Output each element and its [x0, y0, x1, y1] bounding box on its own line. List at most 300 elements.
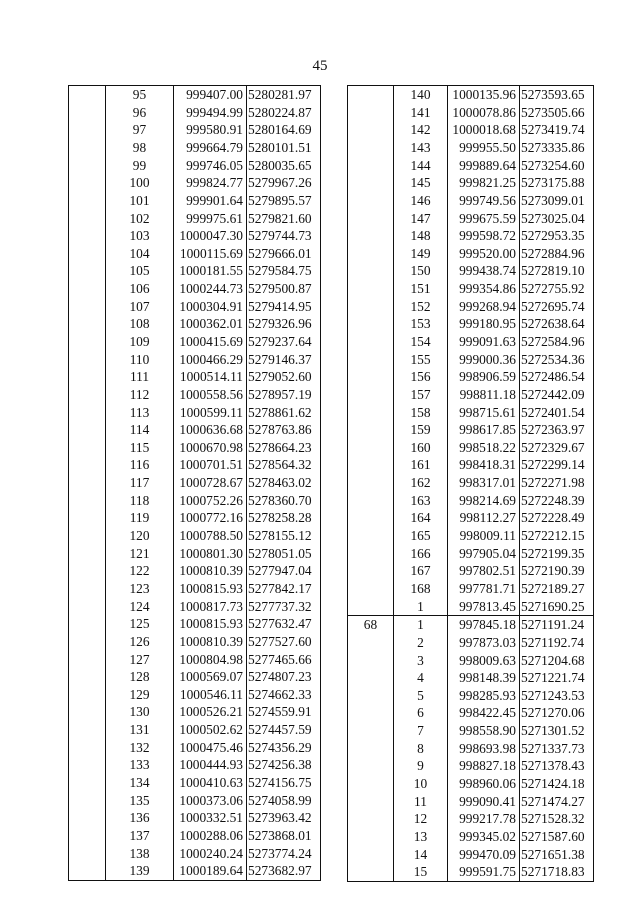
y-coordinate-cell: 5279967.26 — [247, 174, 321, 192]
x-coordinate-cell: 999494.99 — [174, 104, 247, 122]
x-coordinate-cell: 999091.63 — [448, 333, 520, 351]
group-cell — [348, 368, 394, 386]
group-cell — [348, 386, 394, 404]
point-number-cell: 149 — [394, 245, 448, 263]
point-number-cell: 105 — [106, 262, 174, 280]
x-coordinate-cell: 1000444.93 — [174, 756, 247, 774]
table-row — [69, 792, 321, 810]
point-number-cell: 141 — [394, 104, 448, 122]
group-cell — [69, 509, 106, 527]
table-row — [69, 104, 321, 122]
y-coordinate-cell: 5278360.70 — [247, 492, 321, 510]
point-number-cell: 120 — [106, 527, 174, 545]
table-row — [69, 315, 321, 333]
point-number-cell: 165 — [394, 527, 448, 545]
y-coordinate-cell: 5273682.97 — [247, 862, 321, 880]
group-cell — [69, 703, 106, 721]
point-number-cell: 1 — [394, 616, 448, 634]
y-coordinate-cell: 5271191.24 — [520, 616, 594, 634]
table-row — [69, 509, 321, 527]
x-coordinate-cell: 998811.18 — [448, 386, 520, 404]
point-number-cell: 2 — [394, 634, 448, 652]
table-row — [348, 793, 594, 811]
group-cell — [69, 862, 106, 880]
y-coordinate-cell: 5277527.60 — [247, 633, 321, 651]
group-cell — [348, 793, 394, 811]
y-coordinate-cell: 5278051.05 — [247, 545, 321, 563]
table-row — [69, 845, 321, 863]
y-coordinate-cell: 5272212.15 — [520, 527, 594, 545]
y-coordinate-cell: 5273254.60 — [520, 157, 594, 175]
point-number-cell: 97 — [106, 121, 174, 139]
y-coordinate-cell: 5272584.96 — [520, 333, 594, 351]
y-coordinate-cell: 5271528.32 — [520, 810, 594, 828]
table-row — [348, 810, 594, 828]
y-coordinate-cell: 5272299.14 — [520, 456, 594, 474]
y-coordinate-cell: 5272329.67 — [520, 439, 594, 457]
y-coordinate-cell: 5272695.74 — [520, 298, 594, 316]
x-coordinate-cell: 1000558.56 — [174, 386, 247, 404]
y-coordinate-cell: 5278861.62 — [247, 404, 321, 422]
x-coordinate-cell: 997813.45 — [448, 598, 520, 616]
x-coordinate-cell: 999889.64 — [448, 157, 520, 175]
table-row — [348, 616, 594, 634]
x-coordinate-cell: 998418.31 — [448, 456, 520, 474]
group-cell — [69, 192, 106, 210]
table-row — [348, 280, 594, 298]
point-number-cell: 98 — [106, 139, 174, 157]
y-coordinate-cell: 5272199.35 — [520, 545, 594, 563]
x-coordinate-cell: 1000772.16 — [174, 509, 247, 527]
table-row — [69, 739, 321, 757]
x-coordinate-cell: 998827.18 — [448, 757, 520, 775]
point-number-cell: 154 — [394, 333, 448, 351]
point-number-cell: 147 — [394, 209, 448, 227]
y-coordinate-cell: 5277632.47 — [247, 615, 321, 633]
y-coordinate-cell: 5278664.23 — [247, 439, 321, 457]
x-coordinate-cell: 1000815.93 — [174, 615, 247, 633]
y-coordinate-cell: 5271204.68 — [520, 652, 594, 670]
y-coordinate-cell: 5272271.98 — [520, 474, 594, 492]
table-row — [348, 492, 594, 510]
table-row — [69, 192, 321, 210]
x-coordinate-cell: 1000018.68 — [448, 121, 520, 139]
y-coordinate-cell: 5271243.53 — [520, 687, 594, 705]
table-row — [348, 509, 594, 527]
point-number-cell: 168 — [394, 580, 448, 598]
group-cell — [69, 86, 106, 104]
x-coordinate-cell: 998518.22 — [448, 439, 520, 457]
table-row — [69, 386, 321, 404]
point-number-cell: 134 — [106, 774, 174, 792]
point-number-cell: 99 — [106, 157, 174, 175]
point-number-cell: 107 — [106, 298, 174, 316]
group-cell — [348, 704, 394, 722]
group-cell — [69, 421, 106, 439]
table-row — [69, 809, 321, 827]
point-number-cell: 156 — [394, 368, 448, 386]
point-number-cell: 110 — [106, 351, 174, 369]
point-number-cell: 157 — [394, 386, 448, 404]
table-row — [348, 386, 594, 404]
table-row — [348, 634, 594, 652]
table-row — [348, 174, 594, 192]
group-cell — [69, 633, 106, 651]
table-row — [348, 474, 594, 492]
x-coordinate-cell: 1000135.96 — [448, 86, 520, 104]
x-coordinate-cell: 998715.61 — [448, 404, 520, 422]
x-coordinate-cell: 999746.05 — [174, 157, 247, 175]
group-cell — [348, 139, 394, 157]
table-row — [348, 562, 594, 580]
table-row — [69, 615, 321, 633]
point-number-cell: 123 — [106, 580, 174, 598]
x-coordinate-cell: 1000189.64 — [174, 862, 247, 880]
group-cell — [348, 863, 394, 881]
group-cell — [69, 404, 106, 422]
point-number-cell: 109 — [106, 333, 174, 351]
y-coordinate-cell: 5271337.73 — [520, 740, 594, 758]
x-coordinate-cell: 1000466.29 — [174, 351, 247, 369]
y-coordinate-cell: 5271718.83 — [520, 863, 594, 881]
point-number-cell: 6 — [394, 704, 448, 722]
y-coordinate-cell: 5279326.96 — [247, 315, 321, 333]
x-coordinate-cell: 998285.93 — [448, 687, 520, 705]
group-cell — [69, 774, 106, 792]
y-coordinate-cell: 5271221.74 — [520, 669, 594, 687]
point-number-cell: 164 — [394, 509, 448, 527]
x-coordinate-cell: 998617.85 — [448, 421, 520, 439]
table-row — [69, 527, 321, 545]
point-number-cell: 131 — [106, 721, 174, 739]
group-cell — [348, 580, 394, 598]
point-number-cell: 100 — [106, 174, 174, 192]
y-coordinate-cell: 5274807.23 — [247, 668, 321, 686]
point-number-cell: 113 — [106, 404, 174, 422]
group-cell — [69, 280, 106, 298]
y-coordinate-cell: 5279414.95 — [247, 298, 321, 316]
group-cell — [348, 527, 394, 545]
group-cell — [348, 456, 394, 474]
x-coordinate-cell: 1000546.11 — [174, 686, 247, 704]
table-row — [69, 598, 321, 616]
group-cell — [348, 492, 394, 510]
y-coordinate-cell: 5271378.43 — [520, 757, 594, 775]
point-number-cell: 163 — [394, 492, 448, 510]
point-number-cell: 117 — [106, 474, 174, 492]
x-coordinate-cell: 1000304.91 — [174, 298, 247, 316]
table-row — [69, 351, 321, 369]
table-row — [348, 527, 594, 545]
point-number-cell: 144 — [394, 157, 448, 175]
group-cell — [348, 333, 394, 351]
y-coordinate-cell: 5272228.49 — [520, 509, 594, 527]
y-coordinate-cell: 5271651.38 — [520, 846, 594, 864]
group-cell — [69, 721, 106, 739]
group-cell — [69, 456, 106, 474]
table-row — [69, 545, 321, 563]
y-coordinate-cell: 5278957.19 — [247, 386, 321, 404]
point-number-cell: 140 — [394, 86, 448, 104]
table-row — [69, 703, 321, 721]
point-number-cell: 115 — [106, 439, 174, 457]
y-coordinate-cell: 5271424.18 — [520, 775, 594, 793]
x-coordinate-cell: 999821.25 — [448, 174, 520, 192]
y-coordinate-cell: 5277737.32 — [247, 598, 321, 616]
y-coordinate-cell: 5279744.73 — [247, 227, 321, 245]
group-cell — [348, 121, 394, 139]
point-number-cell: 167 — [394, 562, 448, 580]
x-coordinate-cell: 1000373.06 — [174, 792, 247, 810]
x-coordinate-cell: 997781.71 — [448, 580, 520, 598]
coordinates-table-right — [347, 85, 594, 882]
point-number-cell: 160 — [394, 439, 448, 457]
table-row — [348, 368, 594, 386]
y-coordinate-cell: 5272248.39 — [520, 492, 594, 510]
point-number-cell: 151 — [394, 280, 448, 298]
table-row — [348, 139, 594, 157]
table-row — [348, 86, 594, 104]
group-cell — [69, 598, 106, 616]
y-coordinate-cell: 5271587.60 — [520, 828, 594, 846]
x-coordinate-cell: 1000415.69 — [174, 333, 247, 351]
y-coordinate-cell: 5273419.74 — [520, 121, 594, 139]
x-coordinate-cell: 998148.39 — [448, 669, 520, 687]
page-number: 45 — [312, 58, 328, 74]
table-row — [348, 704, 594, 722]
y-coordinate-cell: 5278258.28 — [247, 509, 321, 527]
group-cell — [348, 634, 394, 652]
point-number-cell: 148 — [394, 227, 448, 245]
group-cell — [348, 509, 394, 527]
point-number-cell: 9 — [394, 757, 448, 775]
y-coordinate-cell: 5273505.66 — [520, 104, 594, 122]
point-number-cell: 122 — [106, 562, 174, 580]
x-coordinate-cell: 998693.98 — [448, 740, 520, 758]
y-coordinate-cell: 5272755.92 — [520, 280, 594, 298]
table-row — [69, 686, 321, 704]
y-coordinate-cell: 5272819.10 — [520, 262, 594, 280]
x-coordinate-cell: 1000502.62 — [174, 721, 247, 739]
x-coordinate-cell: 1000752.26 — [174, 492, 247, 510]
x-coordinate-cell: 999675.59 — [448, 209, 520, 227]
group-cell — [348, 810, 394, 828]
x-coordinate-cell: 1000410.63 — [174, 774, 247, 792]
group-cell — [348, 174, 394, 192]
y-coordinate-cell: 5280101.51 — [247, 139, 321, 157]
x-coordinate-cell: 1000801.30 — [174, 545, 247, 563]
group-cell — [348, 740, 394, 758]
group-cell — [69, 668, 106, 686]
table-row — [348, 157, 594, 175]
point-number-cell: 1 — [394, 598, 448, 616]
table-row — [69, 439, 321, 457]
x-coordinate-cell: 999180.95 — [448, 315, 520, 333]
point-number-cell: 8 — [394, 740, 448, 758]
x-coordinate-cell: 1000475.46 — [174, 739, 247, 757]
table-row — [348, 209, 594, 227]
y-coordinate-cell: 5271192.74 — [520, 634, 594, 652]
point-number-cell: 136 — [106, 809, 174, 827]
y-coordinate-cell: 5279146.37 — [247, 351, 321, 369]
group-cell — [348, 421, 394, 439]
y-coordinate-cell: 5274256.38 — [247, 756, 321, 774]
point-number-cell: 119 — [106, 509, 174, 527]
x-coordinate-cell: 1000181.55 — [174, 262, 247, 280]
table-row — [348, 598, 594, 616]
table-row — [348, 227, 594, 245]
table-row — [348, 722, 594, 740]
y-coordinate-cell: 5274356.29 — [247, 739, 321, 757]
group-cell — [348, 439, 394, 457]
group-cell — [69, 527, 106, 545]
y-coordinate-cell: 5273025.04 — [520, 209, 594, 227]
x-coordinate-cell: 1000078.86 — [448, 104, 520, 122]
y-coordinate-cell: 5272442.09 — [520, 386, 594, 404]
x-coordinate-cell: 999901.64 — [174, 192, 247, 210]
point-number-cell: 14 — [394, 846, 448, 864]
y-coordinate-cell: 5277465.66 — [247, 651, 321, 669]
point-number-cell: 106 — [106, 280, 174, 298]
group-cell — [69, 333, 106, 351]
point-number-cell: 121 — [106, 545, 174, 563]
x-coordinate-cell: 1000815.93 — [174, 580, 247, 598]
point-number-cell: 95 — [106, 86, 174, 104]
table-row — [348, 740, 594, 758]
point-number-cell: 128 — [106, 668, 174, 686]
point-number-cell: 162 — [394, 474, 448, 492]
table-row — [69, 121, 321, 139]
group-cell — [69, 756, 106, 774]
group-cell — [348, 404, 394, 422]
point-number-cell: 166 — [394, 545, 448, 563]
group-cell — [348, 245, 394, 263]
table-row — [69, 368, 321, 386]
x-coordinate-cell: 998906.59 — [448, 368, 520, 386]
group-cell — [348, 757, 394, 775]
y-coordinate-cell: 5272884.96 — [520, 245, 594, 263]
x-coordinate-cell: 1000636.68 — [174, 421, 247, 439]
group-cell — [348, 157, 394, 175]
y-coordinate-cell: 5271690.25 — [520, 598, 594, 616]
table-row — [348, 775, 594, 793]
table-row — [69, 86, 321, 104]
point-number-cell: 4 — [394, 669, 448, 687]
group-cell — [69, 104, 106, 122]
table-row — [69, 474, 321, 492]
table-row — [69, 651, 321, 669]
y-coordinate-cell: 5271301.52 — [520, 722, 594, 740]
point-number-cell: 127 — [106, 651, 174, 669]
x-coordinate-cell: 999217.78 — [448, 810, 520, 828]
group-cell — [69, 209, 106, 227]
point-number-cell: 125 — [106, 615, 174, 633]
y-coordinate-cell: 5274457.59 — [247, 721, 321, 739]
x-coordinate-cell: 997802.51 — [448, 562, 520, 580]
y-coordinate-cell: 5279237.64 — [247, 333, 321, 351]
y-coordinate-cell: 5272190.39 — [520, 562, 594, 580]
point-number-cell: 133 — [106, 756, 174, 774]
group-cell — [69, 139, 106, 157]
y-coordinate-cell: 5271270.06 — [520, 704, 594, 722]
group-cell — [348, 262, 394, 280]
table-row — [348, 262, 594, 280]
group-cell: 68 — [348, 616, 394, 634]
group-cell — [69, 651, 106, 669]
x-coordinate-cell: 999090.41 — [448, 793, 520, 811]
x-coordinate-cell: 999000.36 — [448, 351, 520, 369]
group-cell — [348, 298, 394, 316]
table-row — [69, 827, 321, 845]
y-coordinate-cell: 5271474.27 — [520, 793, 594, 811]
x-coordinate-cell: 999591.75 — [448, 863, 520, 881]
group-cell — [69, 739, 106, 757]
group-cell — [348, 315, 394, 333]
table-row — [348, 104, 594, 122]
group-cell — [69, 580, 106, 598]
y-coordinate-cell: 5280035.65 — [247, 157, 321, 175]
point-number-cell: 138 — [106, 845, 174, 863]
point-number-cell: 103 — [106, 227, 174, 245]
table-row — [69, 580, 321, 598]
table-row — [69, 174, 321, 192]
y-coordinate-cell: 5274058.99 — [247, 792, 321, 810]
x-coordinate-cell: 997905.04 — [448, 545, 520, 563]
x-coordinate-cell: 1000599.11 — [174, 404, 247, 422]
x-coordinate-cell: 1000569.07 — [174, 668, 247, 686]
group-cell — [69, 474, 106, 492]
y-coordinate-cell: 5277947.04 — [247, 562, 321, 580]
point-number-cell: 137 — [106, 827, 174, 845]
table-row — [69, 421, 321, 439]
group-cell — [69, 792, 106, 810]
table-row — [348, 192, 594, 210]
x-coordinate-cell: 1000670.98 — [174, 439, 247, 457]
group-cell — [69, 386, 106, 404]
x-coordinate-cell: 999664.79 — [174, 139, 247, 157]
point-number-cell: 146 — [394, 192, 448, 210]
group-cell — [69, 121, 106, 139]
group-cell — [348, 227, 394, 245]
x-coordinate-cell: 1000514.11 — [174, 368, 247, 386]
group-cell — [348, 722, 394, 740]
point-number-cell: 116 — [106, 456, 174, 474]
point-number-cell: 126 — [106, 633, 174, 651]
x-coordinate-cell: 998214.69 — [448, 492, 520, 510]
table-row — [69, 404, 321, 422]
y-coordinate-cell: 5273335.86 — [520, 139, 594, 157]
x-coordinate-cell: 1000526.21 — [174, 703, 247, 721]
point-number-cell: 7 — [394, 722, 448, 740]
group-cell — [69, 227, 106, 245]
x-coordinate-cell: 998009.63 — [448, 652, 520, 670]
group-cell — [348, 104, 394, 122]
table-row — [348, 421, 594, 439]
point-number-cell: 129 — [106, 686, 174, 704]
group-cell — [69, 845, 106, 863]
table-row — [348, 245, 594, 263]
table-row — [348, 669, 594, 687]
x-coordinate-cell: 1000240.24 — [174, 845, 247, 863]
y-coordinate-cell: 5280164.69 — [247, 121, 321, 139]
y-coordinate-cell: 5273099.01 — [520, 192, 594, 210]
table-row — [348, 757, 594, 775]
x-coordinate-cell: 998422.45 — [448, 704, 520, 722]
x-coordinate-cell: 999268.94 — [448, 298, 520, 316]
table-row — [348, 404, 594, 422]
table-row — [69, 668, 321, 686]
table-row — [69, 633, 321, 651]
